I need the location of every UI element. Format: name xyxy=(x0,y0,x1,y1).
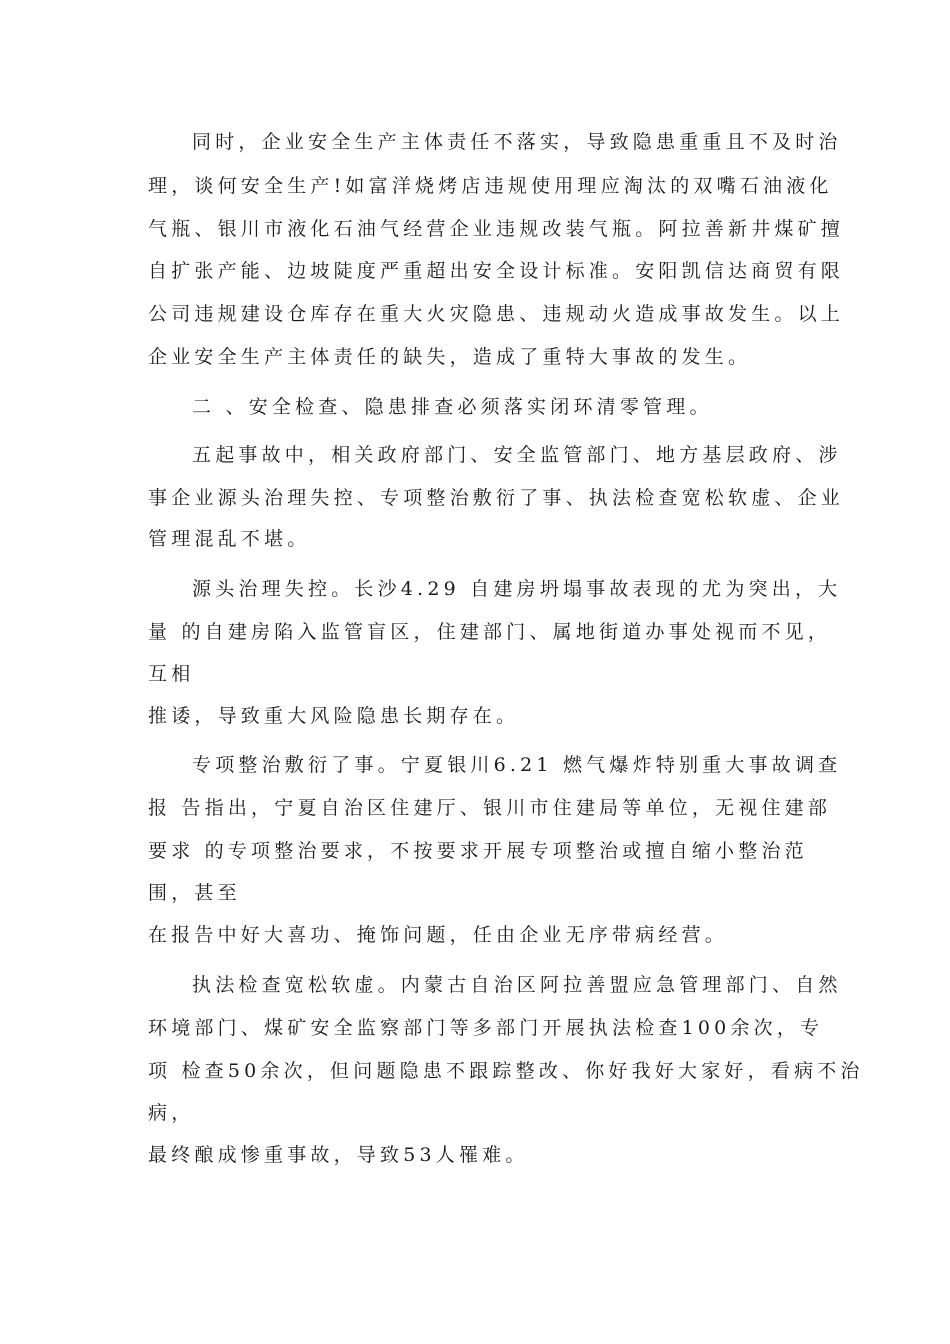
paragraph-line: 病， xyxy=(148,1102,195,1124)
paragraph-line: 五起事故中，相关政府部门、安全监管部门、地方基层政府、涉 xyxy=(192,444,842,466)
paragraph-line: 管理混乱不堪。 xyxy=(148,528,311,550)
paragraph-line: 环境部门、煤矿安全监察部门等多部门开展执法检查100余次，专 xyxy=(148,1017,824,1039)
paragraph-line: 理，谈何安全生产!如富洋烧烤店违规使用理应淘汰的双嘴石油液化 xyxy=(148,175,833,197)
paragraph-line: 最终酿成惨重事故，导致53人罹难。 xyxy=(148,1144,529,1166)
paragraph-line: 互相 xyxy=(148,663,195,685)
paragraph-line: 项 检查50余次，但问题隐患不跟踪整改、你好我好大家好，看病不治 xyxy=(148,1060,864,1082)
paragraph-line: 报 告指出，宁夏自治区住建厅、银川市住建局等单位，无视住建部 xyxy=(148,797,832,819)
paragraph-line: 企业安全生产主体责任的缺失，造成了重特大事故的发生。 xyxy=(148,346,752,368)
section-heading: 二 、安全检查、隐患排查必须落实闭环清零管理。 xyxy=(192,396,713,418)
paragraph-line: 在报告中好大喜功、掩饰问题，任由企业无序带病经营。 xyxy=(148,924,729,946)
paragraph-line: 执法检查宽松软虚。内蒙古自治区阿拉善盟应急管理部门、自然 xyxy=(192,974,842,996)
paragraph-line: 自扩张产能、边坡陡度严重超出安全设计标准。安阳凯信达商贸有限 xyxy=(148,260,845,282)
paragraph-line: 源头治理失控。长沙4.29 自建房坍塌事故表现的尤为突出，大 xyxy=(192,578,842,600)
paragraph-line: 事企业源头治理失控、专项整治敷衍了事、执法检查宽松软虚、企业 xyxy=(148,487,845,509)
paragraph-line: 同时，企业安全生产主体责任不落实，导致隐患重重且不及时治 xyxy=(192,131,842,153)
paragraph-line: 专项整治敷衍了事。宁夏银川6.21 燃气爆炸特别重大事故调查 xyxy=(192,754,842,776)
paragraph-line: 量 的自建房陷入监管盲区，住建部门、属地街道办事处视而不见， xyxy=(148,621,832,643)
paragraph-line: 气瓶、银川市液化石油气经营企业违规改装气瓶。阿拉善新井煤矿擅 xyxy=(148,218,845,240)
paragraph-line: 围，甚至 xyxy=(148,882,241,904)
paragraph-line: 推诿，导致重大风险隐患长期存在。 xyxy=(148,705,520,727)
paragraph-line: 要求 的专项整治要求，不按要求开展专项整治或擅自缩小整治范 xyxy=(148,840,808,862)
paragraph-line: 公司违规建设仓库存在重大火灾隐患、违规动火造成事故发生。以上 xyxy=(148,303,845,325)
